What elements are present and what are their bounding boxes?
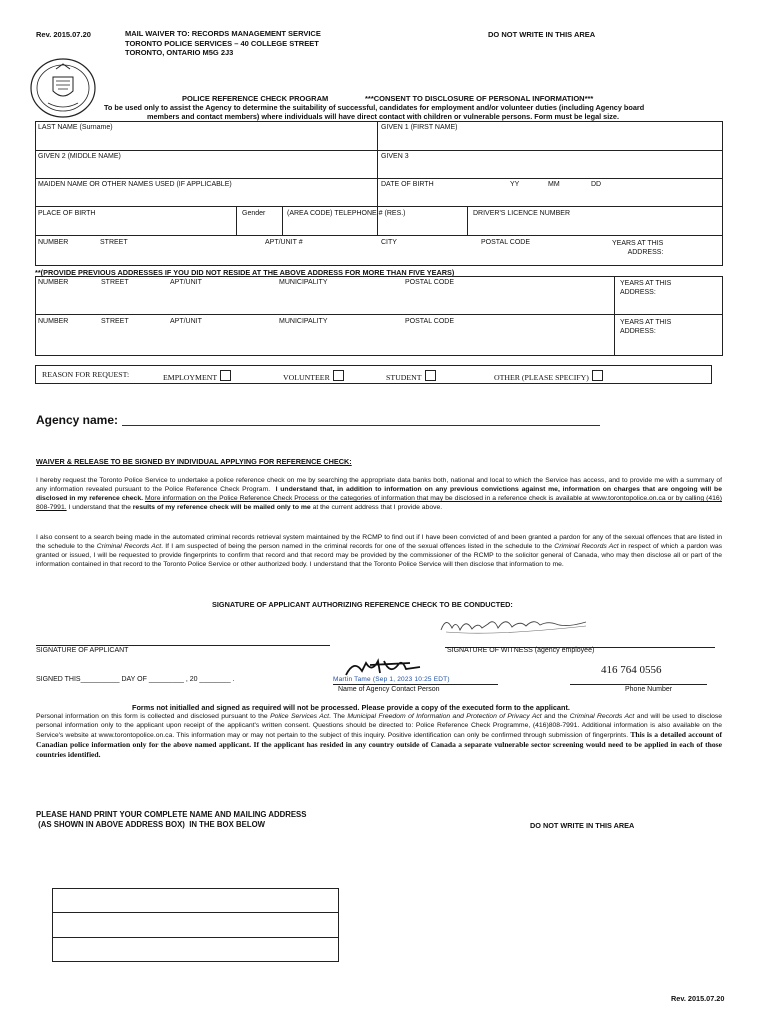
last-name-field[interactable]: LAST NAME (Surname) [38, 124, 113, 131]
employment-checkbox[interactable] [220, 370, 231, 381]
phone-number-value: 416 764 0556 [601, 664, 662, 676]
prev-1-years-label-1: YEARS AT THIS [620, 280, 672, 287]
previous-address-heading: **(PROVIDE PREVIOUS ADDRESSES IF YOU DID NOT RESIDE AT THE ABOVE ADDRESS FOR MORE THAN FIVE YEARS) [35, 268, 455, 277]
dob-yy-label: YY [510, 181, 520, 188]
waiver-p2-italic-2: Criminal Records Act [554, 543, 619, 550]
mailing-address-box[interactable] [52, 888, 339, 962]
waiver-p1-end: at the current address that I provide above. [312, 504, 443, 511]
waiver-p1-bold: I understand that, in addition to information on any previous convictions against me, information on charges that are ongoing will be disclosed in my reference check. [36, 486, 722, 502]
other-label: OTHER (PLEASE SPECIFY) [494, 373, 589, 382]
reason-other[interactable] [494, 370, 603, 382]
employment-label: EMPLOYMENT [163, 373, 218, 382]
agency-contact-name-label: Name of Agency Contact Person [338, 686, 440, 693]
hand-print-line-2: (AS SHOWN IN ABOVE ADDRESS BOX) IN THE BOX BELOW [36, 820, 266, 829]
years-label-2: ADDRESS: [627, 249, 664, 256]
address-city-field[interactable]: CITY [381, 239, 397, 246]
signature-of-applicant-label: SIGNATURE OF APPLICANT [36, 647, 129, 654]
prev-2-years[interactable] [620, 318, 671, 336]
prev-1-years[interactable] [620, 279, 671, 297]
place-of-birth-field[interactable]: PLACE OF BIRTH [38, 210, 96, 217]
mail-address [125, 29, 321, 58]
privacy-italic-3: Criminal Records Act [569, 713, 635, 720]
hand-print-line-1: PLEASE HAND PRINT YOUR COMPLETE NAME AND MAILING ADDRESS [36, 810, 307, 819]
waiver-p1-tail: I understand that the [68, 504, 131, 511]
consent-title: ***CONSENT TO DISCLOSURE OF PERSONAL INFORMATION*** [365, 94, 594, 103]
given-2-field[interactable]: GIVEN 2 (MIDDLE NAME) [38, 153, 121, 160]
address-apt-field[interactable]: APT/UNIT # [265, 239, 303, 246]
privacy-text-4: and will be used to disclose personal information only to the applicant upon receipt of the applicant's written consent. Questions should be directed to: Police Reference Check Programme, (416)808-7991. Additional information is also available on the Service's website at www.torontopolice.on.ca. This information may or may not pertain to the subject of this inquiry. Positive identification can only be confirmed through submission of fingerprints. [36, 713, 723, 739]
do-not-write-top: DO NOT WRITE IN THIS AREA [488, 30, 596, 39]
agency-name-label: Agency name: [36, 413, 119, 427]
given-3-field[interactable]: GIVEN 3 [381, 153, 409, 160]
given-1-field[interactable]: GIVEN 1 (FIRST NAME) [381, 124, 458, 131]
witness-signature-image [436, 612, 596, 638]
revision-top: Rev. 2015.07.20 [36, 30, 91, 39]
volunteer-label: VOLUNTEER [283, 373, 330, 382]
waiver-p1-bold-2: results of my reference check will be mailed only to me [132, 504, 311, 511]
prev-2-apt[interactable]: APT/UNIT [170, 318, 202, 325]
address-street-field[interactable]: STREET [100, 239, 128, 246]
waiver-p2-text: I also consent to a search being made in the automated criminal records retrieval system maintained by the RCMP to find out if I have been convicted of and been granted a pardon for any of the sexual offences that are listed in the schedule to the [36, 534, 722, 550]
dob-dd-label: DD [591, 181, 602, 188]
reason-volunteer[interactable] [283, 370, 344, 382]
reason-student[interactable] [386, 370, 436, 382]
student-label: STUDENT [386, 373, 422, 382]
address-postal-field[interactable]: POSTAL CODE [481, 239, 531, 246]
prev-1-postal[interactable]: POSTAL CODE [405, 279, 455, 286]
waiver-p2-italic: Criminal Records Act [96, 543, 162, 550]
dob-mm-label: MM [548, 181, 560, 188]
signature-of-witness-label: SIGNATURE OF WITNESS (agency employee) [447, 647, 595, 654]
agency-name-input-line[interactable] [122, 425, 600, 426]
prev-2-street[interactable]: STREET [101, 318, 129, 325]
prev-2-number[interactable]: NUMBER [38, 318, 69, 325]
years-label-1: YEARS AT THIS [612, 240, 664, 247]
signature-heading: SIGNATURE OF APPLICANT AUTHORIZING REFERENCE CHECK TO BE CONDUCTED: [212, 600, 513, 609]
other-checkbox[interactable] [592, 370, 603, 381]
signed-this-line[interactable]: SIGNED THIS__________ DAY OF _________ , 20 ________ . [36, 676, 235, 683]
prev-1-number[interactable]: NUMBER [38, 279, 69, 286]
reason-employment[interactable] [163, 370, 231, 382]
reason-label: REASON FOR REQUEST: [42, 370, 130, 379]
privacy-notice [36, 712, 722, 760]
hand-print-instructions [36, 810, 306, 830]
forms-notice: Forms not initialled and signed as required will not be processed. Please provide a copy of the executed form to the applicant. [132, 703, 570, 712]
privacy-italic-2: Municipal Freedom of Information and Protection of Privacy Act [347, 713, 542, 720]
maiden-name-field[interactable]: MAIDEN NAME OR OTHER NAMES USED (IF APPLICABLE) [38, 181, 232, 188]
e-signature-stamp: Martin Tame (Sep 1, 2023 10:25 EDT) [333, 676, 450, 683]
revision-bottom: Rev. 2015.07.20 [671, 994, 725, 1003]
drivers-licence-field[interactable]: DRIVER'S LICENCE NUMBER [473, 210, 571, 217]
prev-1-municipality[interactable]: MUNICIPALITY [279, 279, 328, 286]
privacy-text-1: Personal information on this form is collected and disclosed pursuant to the [36, 713, 268, 720]
mail-line-1: MAIL WAIVER TO: RECORDS MANAGEMENT SERVICE [125, 29, 321, 38]
waiver-p2-text-2: . If I am suspected of being the person named in the criminal records for one of the sexual offences listed in the schedule to the [161, 543, 553, 550]
volunteer-checkbox[interactable] [333, 370, 344, 381]
purpose-line-1: To be used only to assist the Agency to determine the suitability of successful, candidates for employment and/or volunteer duties (including Agency board [104, 103, 645, 112]
mail-line-2: TORONTO POLICE SERVICES – 40 COLLEGE STREET [125, 38, 319, 48]
prev-2-years-label-2: ADDRESS: [620, 328, 656, 335]
telephone-field[interactable]: (AREA CODE) TELEPHONE # (RES.) [287, 210, 406, 217]
student-checkbox[interactable] [425, 370, 436, 381]
prev-1-apt[interactable]: APT/UNIT [170, 279, 202, 286]
prev-1-years-label-2: ADDRESS: [620, 289, 656, 296]
waiver-p2-text-3: in respect of which a pardon was granted or issued, I will be requested to provide fingerprints to confirm that record and that record may be provided by the commissioner of the RCMP to the solicitor general of Canada, who may then disclose all or part of the information contained in that record to the Toronto Police Service or other authorized body. I understand that the Toronto Police Service will then disclose that information to me. [36, 543, 723, 568]
waiver-paragraph-1 [36, 476, 722, 512]
address-number-field[interactable]: NUMBER [38, 239, 69, 246]
privacy-text-3: and the [544, 713, 568, 720]
waiver-p1-text: I hereby request the Toronto Police Service to undertake a police reference check on me by searching the appropriate data banks both, national and local to which the Service has access, and to provide me with a summary of any information revealed pursuant to the Police Reference Check Program. [36, 477, 722, 493]
do-not-write-bottom: DO NOT WRITE IN THIS AREA [530, 821, 635, 830]
waiver-heading: WAIVER & RELEASE TO BE SIGNED BY INDIVIDUAL APPLYING FOR REFERENCE CHECK: [36, 457, 352, 466]
waiver-paragraph-2 [36, 533, 722, 569]
reason-box [35, 365, 712, 384]
prev-2-municipality[interactable]: MUNICIPALITY [279, 318, 328, 325]
prev-2-years-label-1: YEARS AT THIS [620, 319, 672, 326]
gender-field[interactable]: Gender [242, 210, 266, 217]
mail-line-3: TORONTO, ONTARIO M5G 2J3 [125, 48, 234, 57]
prev-2-postal[interactable]: POSTAL CODE [405, 318, 455, 325]
years-at-address-field[interactable] [612, 239, 663, 257]
waiver-p1-underline: More information on the Police Reference Check Process or the categories of information that may be disclosed in a reference check is available at www.torontopolice.on.ca or by calling (416) 808-7991. [36, 495, 722, 511]
phone-number-label: Phone Number [625, 686, 673, 693]
privacy-italic-1: Police Services Act [270, 713, 330, 720]
program-title: POLICE REFERENCE CHECK PROGRAM [182, 94, 329, 103]
purpose-line-2: members and contact members) where individuals will have direct contact with children or vulnerable persons. Form must be legal size. [147, 112, 619, 121]
privacy-text-2: . The [329, 713, 345, 720]
prev-1-street[interactable]: STREET [101, 279, 129, 286]
foreign-residence-notice: This is a detailed account of Canadian police information only for the above named applicant. If the applicant has resided in any country outside of Canada a separate vulnerable sector screening would need to be applied in each of those countries identified. [36, 730, 723, 759]
police-seal-logo [28, 57, 98, 119]
date-of-birth-field[interactable]: DATE OF BIRTH [381, 181, 434, 188]
